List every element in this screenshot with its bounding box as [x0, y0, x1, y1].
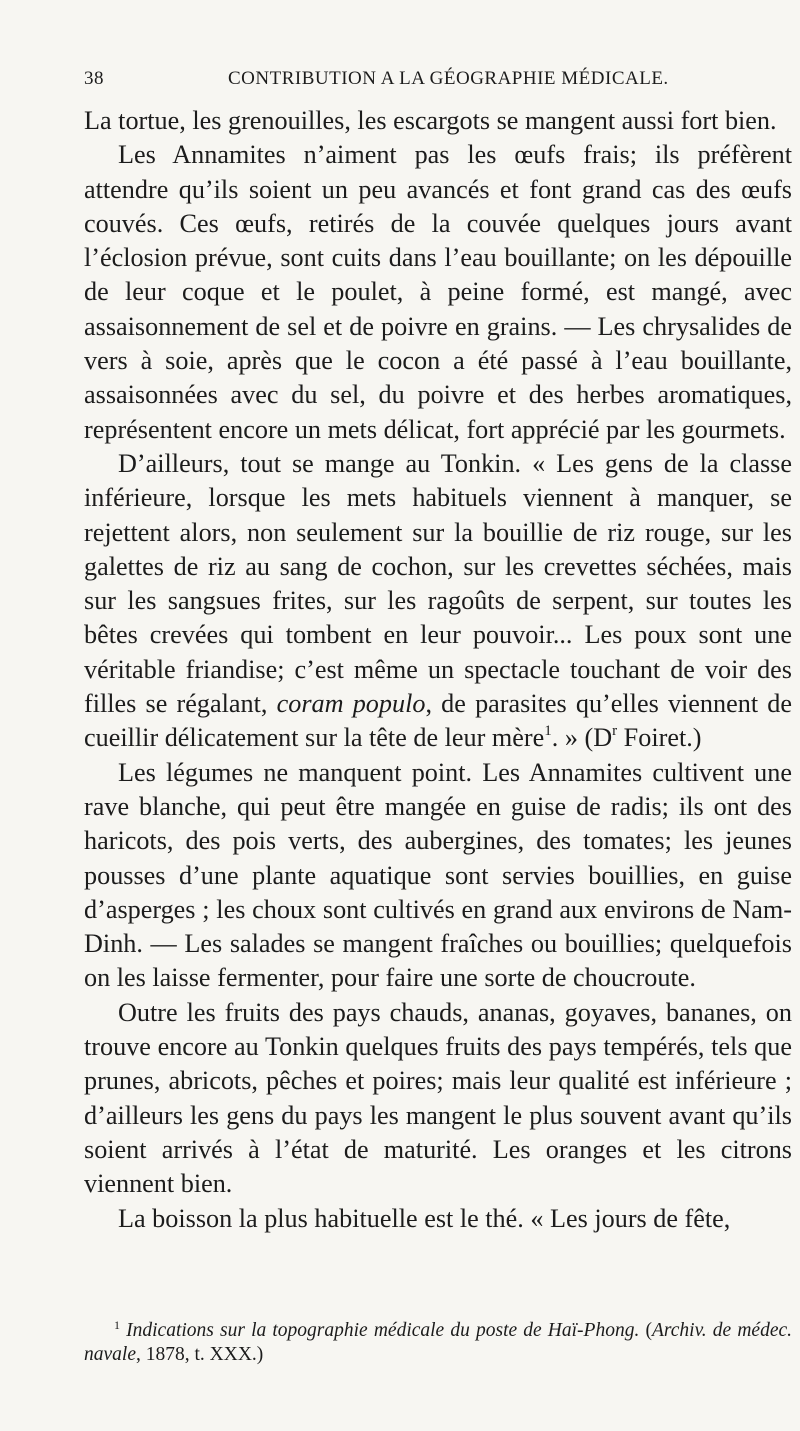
- footnote-journal: Archiv. de médec. navale: [84, 1320, 793, 1365]
- footnote-text: [84, 1319, 792, 1367]
- paragraph-legumes: Les légumes ne manquent point. Les Annamites cultivent une rave blanche, qui peut être mangée en guise de radis; ils ont des haricots, des pois verts, des aubergines, des tomates; les jeunes pousses d’une plante aquatique sont servies bouillies, en guise d’asperges ; les choux sont cultivés en grand aux environs de Nam-Dinh. — Les salades se mangent fraîches ou bouillies; quelquefois on les laisse fermenter, pour faire une sorte de choucroute.: [84, 757, 792, 993]
- paragraph-boisson: La boisson la plus habituelle est le thé. « Les jours de fête,: [118, 1203, 731, 1233]
- footnote-citation: , 1878, t. XXX.): [135, 1344, 264, 1365]
- latin-phrase: coram populo: [276, 689, 426, 719]
- paragraph-tonkin: [84, 447, 792, 756]
- running-title: CONTRIBUTION A LA GÉOGRAPHIE MÉDICALE.: [228, 68, 669, 89]
- footnote: [84, 1319, 792, 1367]
- footnote-title: Indications sur la topographie médicale du poste de Haï-Phong.: [126, 1320, 640, 1341]
- paragraph-tonkin-part-d: Foiret.): [617, 723, 702, 753]
- paragraph-tortue: La tortue, les grenouilles, les escargots se mangent aussi fort bien.: [84, 106, 777, 135]
- paragraph-tonkin-part-b: , de parasites qu’elles viennent de cueillir délicatement sur la tête de leur mère: [84, 689, 793, 753]
- page-number: 38: [84, 68, 104, 89]
- doctor-abbrev-sup: r: [612, 723, 618, 740]
- paragraph-tonkin-part-c: . » (D: [551, 723, 613, 753]
- paragraph-oeufs: Les Annamites n’aiment pas les œufs frais; ils préfèrent attendre qu’ils soient un peu avancés et font grand cas des œufs couvés. Ces œufs, retirés de la couvée quelques jours avant l’éclosion prévue, sont cuits dans l’eau bouillante; on les dépouille de leur coque et le poulet, à peine formé, est mangé, avec assaisonnement de sel et de poivre en grains. — Les chrysalides de vers à soie, après que le cocon a été passé à l’eau bouillante, assaisonnées avec du sel, du poivre et des herbes aromatiques, représentent encore un mets délicat, fort apprécié par les gourmets.: [84, 140, 792, 444]
- body-text: [84, 104, 792, 1236]
- footnote-reference: 1: [544, 723, 552, 740]
- footnote-marker: 1: [114, 1318, 120, 1332]
- footnote-sep: (: [639, 1320, 652, 1341]
- paragraph-tonkin-part-a: D’ailleurs, tout se mange au Tonkin. « Les gens de la classe inférieure, lorsque les mets habituels viennent à manquer, se rejettent alors, non seulement sur la bouillie de riz rouge, sur les galettes de riz au sang de cochon, sur les crevettes séchées, mais sur les sangsues frites, sur les ragoûts de serpent, sur toutes les bêtes crevées qui tombent en leur pouvoir... Les poux sont une véritable friandise; c’est même un spectacle touchant de voir des filles se régalant,: [84, 448, 792, 719]
- paragraph-fruits: Outre les fruits des pays chauds, ananas, goyaves, bananes, on trouve encore au Tonkin quelques fruits des pays tempérés, tels que prunes, abricots, pêches et poires; mais leur qualité est inférieure ; d’ailleurs les gens du pays les mangent le plus souvent avant qu’ils soient arrivés à l’état de maturité. Les oranges et les citrons viennent bien.: [84, 997, 792, 1199]
